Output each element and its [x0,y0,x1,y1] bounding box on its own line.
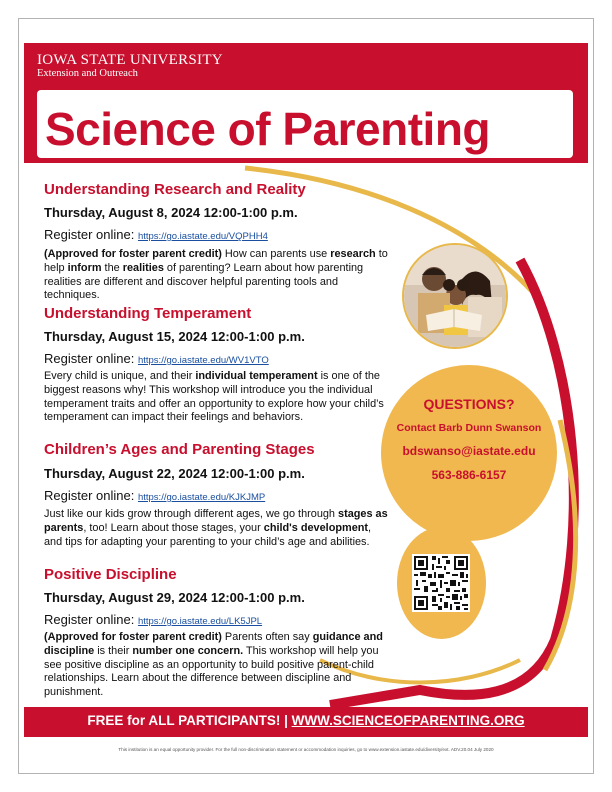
register-label: Register online: [44,612,135,627]
page-title: Science of Parenting [45,103,491,155]
footer-text [24,713,588,728]
session-2-link[interactable]: https://go.iastate.edu/WV1VTO [137,355,269,366]
session-3-description: Just like our kids grow through different ages, we go through stages as parents, too! Learn about those stages, your child's development, and tips for adapting your parenting to your child’s age and abilities. [44,508,388,548]
session-2-title: Understanding Temperament [44,305,252,322]
session-4-date: Thursday, August 29, 2024 12:00-1:00 p.m. [44,590,305,605]
register-label: Register online: [44,351,135,366]
session-1-title: Understanding Research and Reality [44,181,306,198]
session-2-date: Thursday, August 15, 2024 12:00-1:00 p.m. [44,329,305,344]
session-4-register [44,612,262,627]
contact-phone[interactable]: 563-886-6157 [431,468,507,482]
free-participants-text: FREE for ALL PARTICIPANTS! | [87,713,288,728]
session-1-description: (Approved for foster parent credit) How can parents use research to help inform the realities of parenting? Learn about how parenting realities are different and discover helpful parenting tools and techniques. [44,248,388,302]
session-1-date: Thursday, August 8, 2024 12:00-1:00 p.m. [44,205,298,220]
questions-heading: QUESTIONS? [423,396,515,412]
session-4-title: Positive Discipline [44,566,177,583]
register-label: Register online: [44,227,135,242]
session-2-description: Every child is unique, and their individual temperament is one of the biggest reasons why! This workshop will introduce you the individual temperament traits and offer an opportunity to explore how your child’s temperament can impact their feelings and behaviors. [44,370,384,424]
session-4-link[interactable]: https://go.iastate.edu/LK5JPL [137,616,263,627]
session-1-link[interactable]: https://go.iastate.edu/VQPHH4 [137,231,268,242]
qr-code-icon[interactable] [412,547,470,619]
session-1-register [44,227,268,242]
family-photo [402,243,508,349]
website-link[interactable]: WWW.SCIENCEOFPARENTING.ORG [291,713,525,728]
session-3-title: Children’s Ages and Parenting Stages [44,441,315,458]
contact-email[interactable]: bdswanso@iastate.edu [402,444,536,458]
session-2-register [44,351,269,366]
session-3-register [44,488,265,503]
session-4-description: (Approved for foster parent credit) Parents often say guidance and discipline is their number one concern. This workshop will help you see positive discipline as an opportunity to build positive parent-child relationships. Learn about the difference between discipline and punishment. [44,631,383,699]
contact-name: Contact Barb Dunn Swanson [396,422,542,434]
university-logo-text: IOWA STATE UNIVERSITY [37,52,223,68]
register-label: Register online: [44,488,135,503]
session-3-link[interactable]: https://go.iastate.edu/KJKJMP [137,492,266,503]
disclaimer-text: This institution is an equal opportunity provider. For the full non-discrimination statement or accommodation inquiries, go to www.extension.iastate.edu/diversity/ext. ADV.20.04 July 2020 [118,747,494,752]
department-text: Extension and Outreach [37,68,138,79]
session-3-date: Thursday, August 22, 2024 12:00-1:00 p.m. [44,466,305,481]
